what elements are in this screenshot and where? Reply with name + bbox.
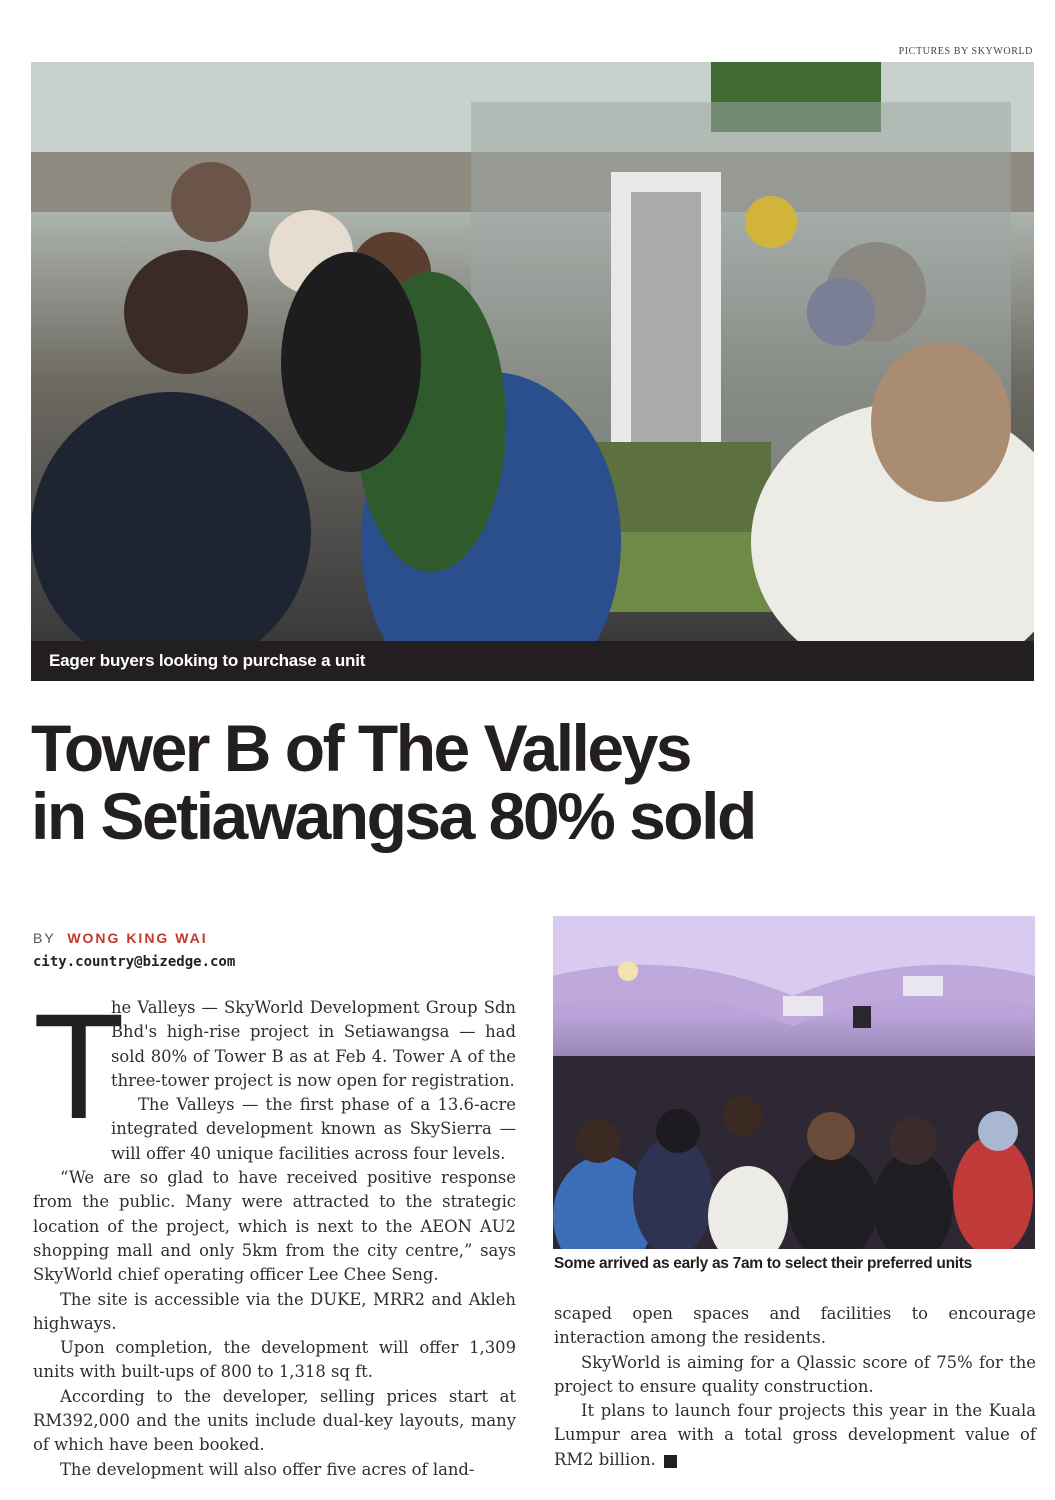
article-paragraph: he Valleys — SkyWorld Development Group Sdn Bhd's high-rise project in Setiawangsa — had sold 80% of Tower B as at Feb 4. Tower A of the three-tower project is now open for registration. xyxy=(111,998,516,1090)
article-paragraph-text: It plans to launch four projects this year in the Kuala Lumpur area with a total gross development value of RM2 billion. xyxy=(554,1401,1036,1469)
byline xyxy=(33,930,208,946)
headline-line-1: Tower B of The Valleys xyxy=(31,711,690,785)
hall-photo-caption: Some arrived as early as 7am to select their preferred units xyxy=(554,1255,972,1272)
main-photo xyxy=(31,62,1034,641)
hall-photo-illustration xyxy=(553,916,1035,1249)
article-paragraph: The site is accessible via the DUKE, MRR2 and Akleh highways. xyxy=(33,1289,516,1333)
article-paragraph xyxy=(554,1399,1036,1472)
article-paragraph: “We are so glad to have received positive response from the public. Many were attracted to the strategic location of the project, which is next to the AEON AU2 shopping mall and only 5km from the city centre,” says SkyWorld chief operating officer Lee Chee Seng. xyxy=(33,1168,516,1285)
headline xyxy=(31,711,1031,853)
article-paragraph: SkyWorld is aiming for a Qlassic score of 75% for the project to ensure quality construction. xyxy=(554,1352,1036,1396)
photo-credit: PICTURES BY SKYWORLD xyxy=(898,46,1033,57)
hall-photo xyxy=(553,916,1035,1249)
main-photo-illustration xyxy=(31,62,1034,641)
article-paragraph: The development will also offer five acres of land- xyxy=(60,1459,475,1479)
article-paragraph: The Valleys — the first phase of a 13.6-acre integrated development known as SkySierra — will offer 40 unique facilities across four levels. xyxy=(111,1095,516,1163)
article-paragraph: According to the developer, selling prices start at RM392,000 and the units include dual-key layouts, many of which have been booked. xyxy=(33,1386,516,1455)
byline-author: WONG KING WAI xyxy=(67,930,208,946)
author-email: city.country@bizedge.com xyxy=(33,954,236,970)
article-paragraph: Upon completion, the development will offer 1,309 units with built-ups of 800 to 1,318 sq ft. xyxy=(33,1338,516,1382)
article-column-left xyxy=(33,982,516,1482)
end-mark-icon: E xyxy=(664,1455,677,1468)
drop-cap: T xyxy=(33,982,125,1150)
byline-prefix: BY xyxy=(33,930,56,946)
article-column-right xyxy=(554,1302,1036,1472)
main-photo-caption: Eager buyers looking to purchase a unit xyxy=(31,641,1034,681)
headline-line-2: in Setiawangsa 80% sold xyxy=(31,779,755,853)
article-paragraph: scaped open spaces and facilities to encourage interaction among the residents. xyxy=(554,1304,1036,1348)
